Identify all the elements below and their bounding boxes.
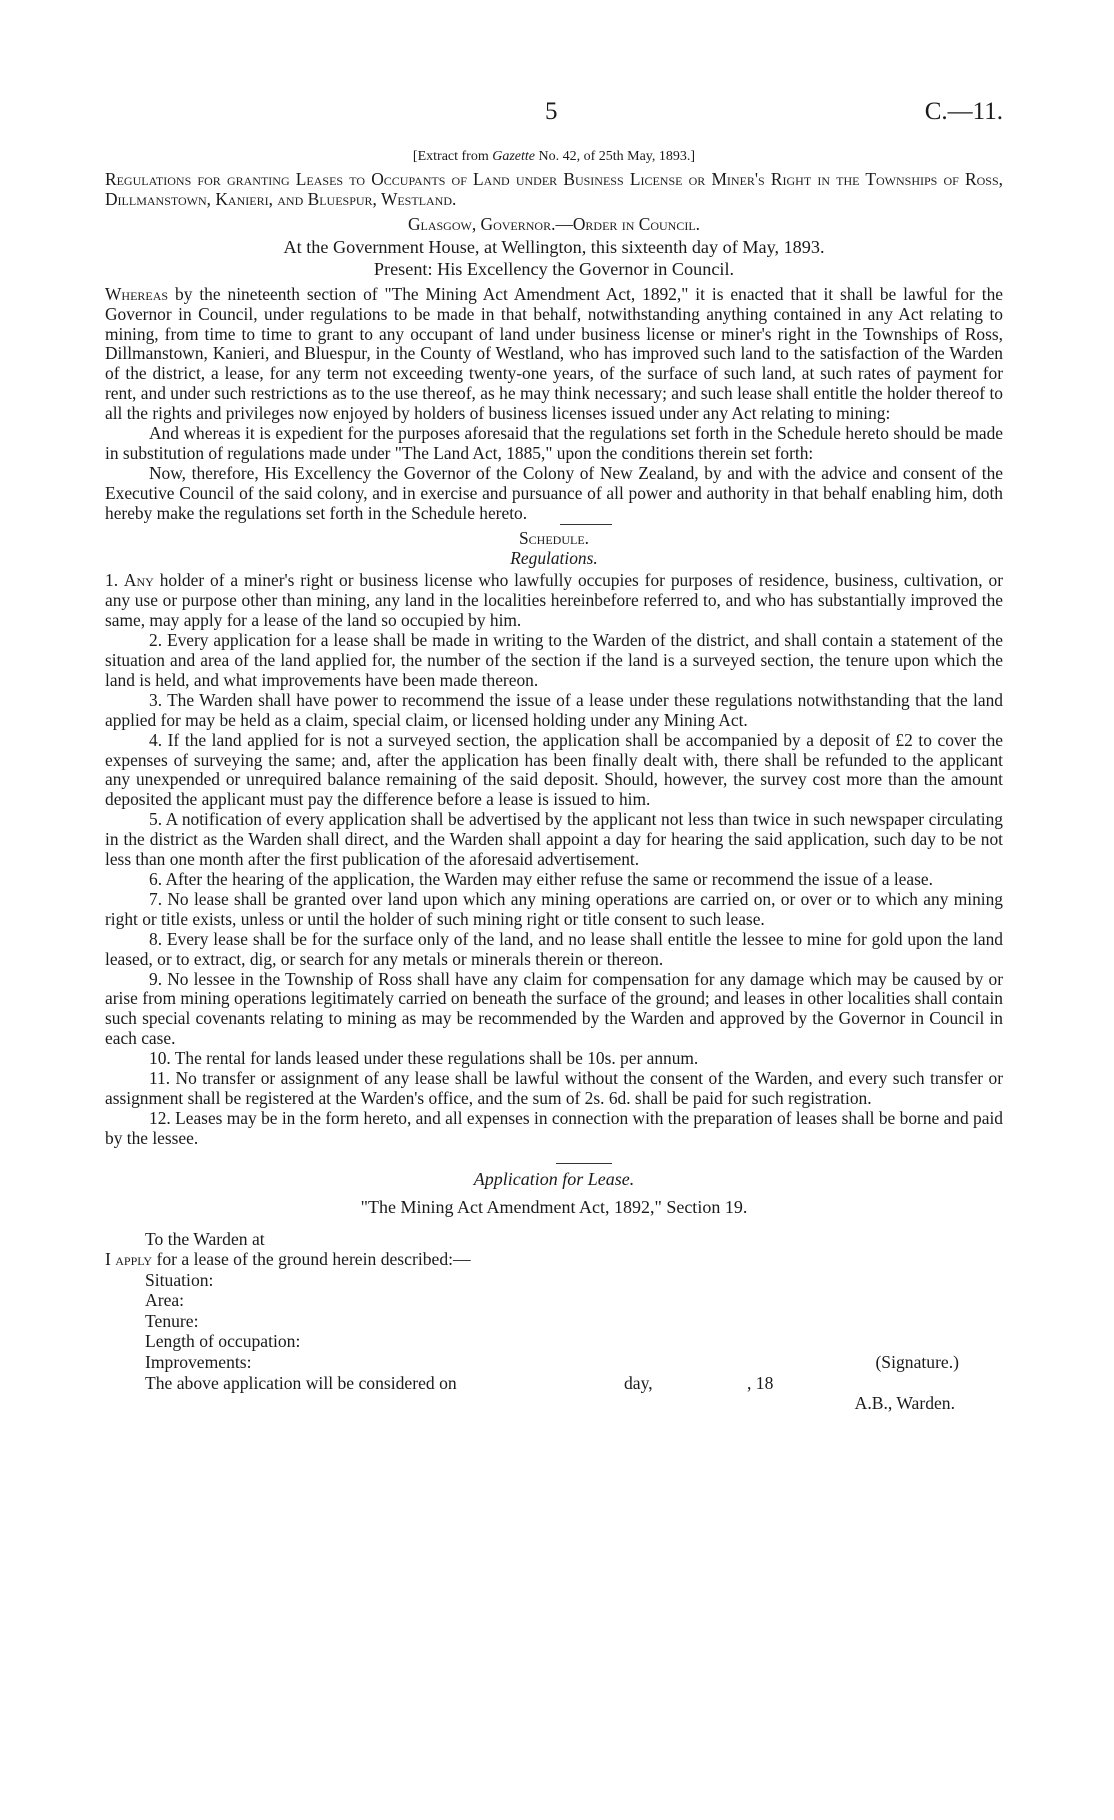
gazette-extract-note: [Extract from Gazette No. 42, of 25th May, 1893.] [412,149,696,164]
regulation-item: 5. A notification of every application shall be advertised by the applicant not less than twice in such newspaper circulating in the district as the Warden shall direct, and the Warden shall appoint a day for hearing the said application, such day to be not less than one month after the first publication of the aforesaid advertisement. [105,809,1004,870]
form-field-length-of-occupation: Length of occupation: [145,1331,301,1352]
application-form [105,1229,1003,1414]
preamble-paragraph-3: Now, therefore, His Excellency the Governor of the Colony of New Zealand, by and with the advice and consent of the Executive Council of the said colony, and in exercise and pursuance of all power and authority in that behalf enabling him, doth hereby make the regulations set forth in the Schedule hereto. [105,462,1003,523]
preamble-paragraph-1: Whereas by the nineteenth section of "The Mining Act Amendment Act, 1892," it is enacted that it shall be lawful for the Governor in Council, under regulations to be made in that behalf, notwithstanding anything contained in any Act relating to mining, from time to time to grant to any occupant of land under business license or miner's right in the Townships of Ross, Dillmanstown, Kanieri, and Bluespur, in the County of Westland, who has improved such land to the satisfaction of the Warden of the district, a lease, for any term not exceeding twenty-one years, of the surface of such land, at such rates of payment for rent, and under such restrictions as to the use thereof, as he may think necessary; and such lease shall entitle the holder thereof to all the rights and privileges now enjoyed by holders of business licenses issued under any Act relating to mining: [105,283,1003,424]
page-number: 5 [545,98,558,125]
regulation-item: 2. Every application for a lease shall be made in writing to the Warden of the district, and shall contain a statement of the situation and area of the land applied for, the number of the section if the land is a surveyed section, the tenure upon which the land is held, and what improvements have been made thereon. [105,630,1003,690]
regulation-item: 4. If the land applied for is not a surveyed section, the application shall be accompanied by a deposit of £2 to cover the expenses of surveying the same; and, after the application has been finally dealt with, there shall be refunded to the applicant any unexpended or unrequired balance remaining of the said deposit. Should, however, the survey cost more than the amount deposited the applicant must pay the difference before a lease is issued to him. [105,729,1003,810]
form-day-label: day, [624,1372,653,1393]
signature-label: (Signature.) [875,1352,959,1373]
regulation-item: 11. No transfer or assignment of any lease shall be lawful without the consent of the Warden, and every such transfer or assignment shall be registered at the Warden's office, and the sum of 2s. 6d. shall be paid for such registration. [105,1068,1003,1108]
regulation-item: 1. Any holder of a miner's right or business license who lawfully occupies for purposes of residence, business, cultivation, or any use or purpose other than mining, any land in the localities hereinbefore referred to, and who has substantially improved the same, may apply for a lease of the land so occupied by him. [105,570,1003,631]
form-consideration-line: The above application will be considered on day, , 18 [145,1372,774,1393]
present-line: Present: His Excellency the Governor in Council. [373,258,735,279]
form-divider [556,1163,612,1164]
schedule-heading: Schedule. [518,527,589,548]
section-divider [560,524,612,525]
form-field-tenure: Tenure: [145,1310,199,1331]
form-to-warden: To the Warden at [145,1228,265,1249]
page-header [105,98,1003,132]
regulation-item: 8. Every lease shall be for the surface only of the land, and no lease shall entitle the lessee to mine for gold upon the land leased, or to extract, dig, or search for any metals or minerals therein or thereon. [105,928,1003,969]
regulation-item: 3. The Warden shall have power to recommend the issue of a lease under these regulations notwithstanding that the land applied for may be held as a claim, special claim, or licensed holding under any Mining Act. [105,689,1003,730]
form-field-improvements: Improvements: (Signature.) [145,1352,959,1373]
regulation-item: 12. Leases may be in the form hereto, and all expenses in connection with the preparation of leases shall be borne and paid by the lessee. [105,1107,1003,1148]
page-body [105,148,1003,1414]
regulations-list [105,571,1003,1148]
form-apply-line: I apply for a lease of the ground herein described:— [105,1249,471,1270]
form-title: Application for Lease. [473,1168,635,1189]
regulation-item: 6. After the hearing of the application, the Warden may either refuse the same or recommend the issue of a lease. [149,869,933,889]
order-in-council-line: Glasgow, Governor.—Order in Council. [407,214,701,234]
preamble [105,285,1003,524]
form-act-reference: "The Mining Act Amendment Act, 1892," Section 19. [360,1196,748,1217]
form-warden-line [105,1393,1003,1414]
form-field-situation: Situation: [145,1269,214,1290]
regulations-title: Regulations for granting Leases to Occupants of Land under Business License or Miner's Right in the Townships of Ross, Dillmanstown, Kanieri, and Bluespur, Westland. [105,169,1003,209]
regulations-heading: Regulations. [510,547,598,568]
regulation-item: 9. No lessee in the Township of Ross shall have any claim for compensation for any damage which may be caused by or arise from mining operations legitimately carried on beneath the surface of the ground; and leases in other localities shall contain such special covenants relating to mining as may be recommended by the Warden and approved by the Governor in Council in each case. [105,968,1003,1049]
document-code: C.—11. [924,98,1003,125]
government-house-line: At the Government House, at Wellington, this sixteenth day of May, 1893. [283,236,825,257]
regulation-item: 7. No lease shall be granted over land upon which any mining operations are carried on, or over or to which any mining right or title exists, unless or until the holder of such mining right or title consent to such lease. [105,888,1003,929]
form-year-label: , 18 [747,1372,774,1393]
form-field-area: Area: [145,1290,185,1311]
preamble-paragraph-2: And whereas it is expedient for the purposes aforesaid that the regulations set forth in the Schedule hereto should be made in substitution of regulations made under "The Land Act, 1885," upon the conditions therein set forth: [105,423,1003,463]
warden-signature: A.B., Warden. [854,1393,955,1414]
regulation-item: 10. The rental for lands leased under these regulations shall be 10s. per annum. [149,1048,699,1069]
